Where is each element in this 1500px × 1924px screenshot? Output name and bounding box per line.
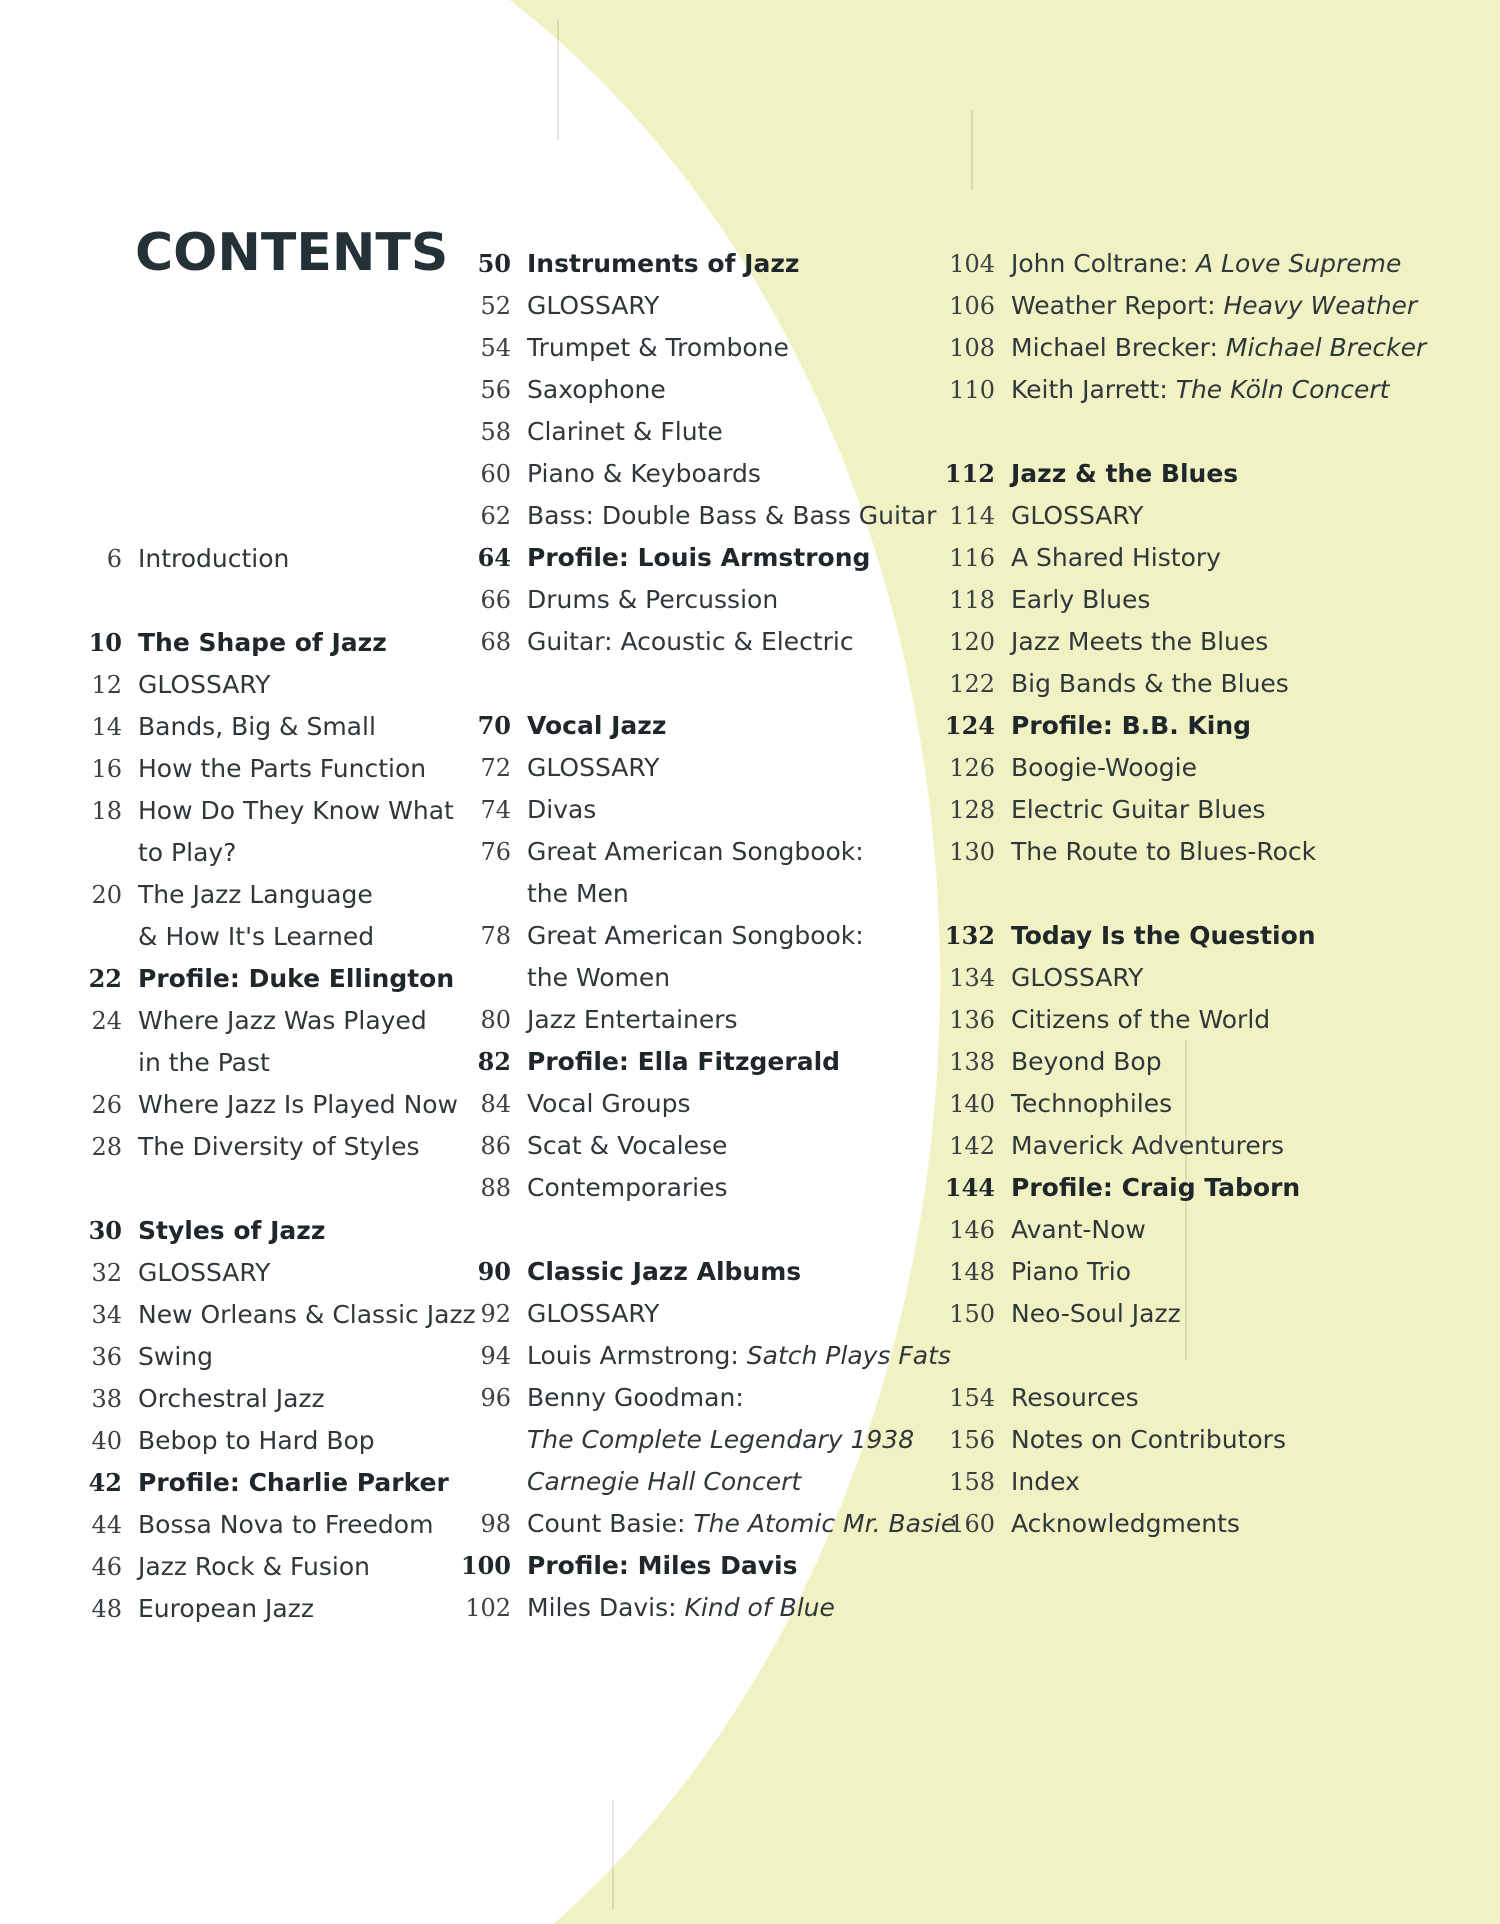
entry-title: New Orleans & Classic Jazz [138,1300,476,1329]
toc-entry [949,1125,1285,1167]
toc-entry [480,789,597,831]
album-title: Satch Plays Fats [746,1341,951,1370]
section-heading [88,1210,326,1252]
toc-entry [949,1083,1173,1125]
page-number: 92 [480,1300,511,1328]
section-heading [944,453,1239,495]
toc-entry [91,1336,213,1378]
page-number: 140 [949,1090,995,1118]
page-number: 80 [480,1006,511,1034]
entry-title: Great American Songbook: [527,921,864,950]
section-heading [477,537,871,579]
entry-title: Michael Brecker: [1011,333,1226,362]
entry-title: The Route to Blues-Rock [1011,837,1317,866]
page-number: 26 [91,1091,122,1119]
page-number: 114 [949,502,995,530]
entry-title: Technophiles [1011,1089,1173,1118]
page-number: 130 [949,838,995,866]
page-number: 108 [949,334,995,362]
toc-entry [91,1294,476,1336]
entry-title: Trumpet & Trombone [527,333,789,362]
entry-title: Early Blues [1011,585,1151,614]
page-number: 82 [477,1047,511,1076]
entry-title: GLOSSARY [527,1299,660,1328]
page-number: 42 [88,1468,122,1497]
entry-title: Jazz & the Blues [1011,459,1239,488]
section-heading [477,1041,841,1083]
page-number: 116 [949,544,995,572]
entry-title: Count Basie: [527,1509,694,1538]
toc-entry [527,1461,801,1503]
entry-title: Jazz Meets the Blues [1011,627,1269,656]
page-number: 20 [91,881,122,909]
toc-entry [949,1293,1181,1335]
toc-entry [91,790,454,832]
toc-entry [91,748,427,790]
entry-title: Profile: Duke Ellington [138,964,455,993]
toc-entry [527,957,670,999]
toc-entry [91,1546,371,1588]
page-number: 44 [91,1511,122,1539]
page-number: 138 [949,1048,995,1076]
toc-entry [949,369,1390,411]
paper-crease [612,1800,614,1910]
page-number: 70 [477,711,511,740]
page-number: 50 [477,249,511,278]
entry-title: Notes on Contributors [1011,1425,1286,1454]
toc-entry [949,663,1289,705]
entry-title: Clarinet & Flute [527,417,723,446]
entry-title: Index [1011,1467,1080,1496]
entry-title: Maverick Adventurers [1011,1131,1285,1160]
toc-entry [91,1420,375,1462]
entry-title: GLOSSARY [527,291,660,320]
entry-title: Today Is the Question [1011,921,1316,950]
page-number: 58 [480,418,511,446]
album-title: Kind of Blue [684,1593,835,1622]
page-title: CONTENTS [135,223,449,283]
entry-title: Great American Songbook: [527,837,864,866]
toc-entry [949,1419,1286,1461]
toc-entry [91,1378,325,1420]
toc-entry [949,243,1402,285]
page-number: 98 [480,1510,511,1538]
entry-title: Vocal Jazz [527,711,667,740]
page-number: 72 [480,754,511,782]
page-number: 126 [949,754,995,782]
entry-title: Profile: Louis Armstrong [527,543,871,572]
entry-title: Benny Goodman: [527,1383,744,1412]
entry-title: Drums & Percussion [527,585,779,614]
toc-entry [949,1461,1080,1503]
entry-title: Beyond Bop [1011,1047,1162,1076]
toc-entry [480,1167,728,1209]
toc-entry [91,664,271,706]
entry-title: Acknowledgments [1011,1509,1240,1538]
page-number: 6 [106,545,122,573]
toc-entry [949,789,1266,831]
entry-title: Swing [138,1342,213,1371]
entry-title: Classic Jazz Albums [527,1257,802,1286]
toc-entry [480,1503,957,1545]
entry-title: Resources [1011,1383,1139,1412]
page-number: 100 [460,1551,511,1580]
entry-title: The Diversity of Styles [138,1132,420,1161]
page-number: 136 [949,1006,995,1034]
entry-title: Louis Armstrong: [527,1341,747,1370]
album-title: Michael Brecker [1225,333,1427,362]
toc-entry [480,369,666,411]
toc-entry [949,495,1144,537]
page-number: 10 [88,628,122,657]
toc-entry [480,453,761,495]
entry-title: Jazz Rock & Fusion [138,1552,371,1581]
toc-entry [91,1126,420,1168]
page-number: 54 [480,334,511,362]
page-number: 36 [91,1343,122,1371]
page-number: 94 [480,1342,511,1370]
entry-title: Boogie-Woogie [1011,753,1197,782]
entry-title: Vocal Groups [527,1089,691,1118]
page-number: 24 [91,1007,122,1035]
entry-title: Citizens of the World [1011,1005,1271,1034]
page-number: 78 [480,922,511,950]
page-number: 110 [949,376,995,404]
entry-title: Where Jazz Is Played Now [138,1090,459,1119]
toc-entry [480,1083,691,1125]
page-number: 118 [949,586,995,614]
entry-title: Profile: Charlie Parker [138,1468,449,1497]
toc-entry [480,579,779,621]
entry-title: in the Past [138,1048,270,1077]
entry-title: The Shape of Jazz [138,628,387,657]
section-heading [460,1545,798,1587]
toc-entry [480,831,864,873]
toc-entry [91,1000,427,1042]
entry-title: Bebop to Hard Bop [138,1426,375,1455]
toc-entry [949,1377,1139,1419]
entry-title: Orchestral Jazz [138,1384,325,1413]
toc-entry [91,1504,434,1546]
entry-title: European Jazz [138,1594,314,1623]
toc-entry [138,916,374,958]
page-number: 154 [949,1384,995,1412]
album-title: Heavy Weather [1223,291,1418,320]
page-number: 160 [949,1510,995,1538]
section-heading [88,622,387,664]
entry-title: Bass: Double Bass & Bass Guitar [527,501,937,530]
toc-entry [480,285,660,327]
toc-entry [480,1335,951,1377]
page-number: 12 [91,671,122,699]
toc-entry [138,1042,270,1084]
toc-entry [949,1041,1162,1083]
entry-title: Neo-Soul Jazz [1011,1299,1181,1328]
entry-title: Instruments of Jazz [527,249,800,278]
toc-entry [480,915,864,957]
toc-entry [527,1419,914,1461]
page-number: 96 [480,1384,511,1412]
page-number: 88 [480,1174,511,1202]
toc-entry [949,1503,1240,1545]
page-number: 56 [480,376,511,404]
page-number: 38 [91,1385,122,1413]
entry-title: Profile: Miles Davis [527,1551,798,1580]
toc-entry [465,1587,835,1629]
entry-title: The Jazz Language [138,880,373,909]
entry-title: Bossa Nova to Freedom [138,1510,434,1539]
page-number: 16 [91,755,122,783]
page-number: 76 [480,838,511,866]
entry-title: GLOSSARY [527,753,660,782]
entry-title: Big Bands & the Blues [1011,669,1289,698]
toc-entry [91,1588,314,1630]
page-number: 30 [88,1216,122,1245]
page-number: 106 [949,292,995,320]
entry-title: Scat & Vocalese [527,1131,728,1160]
entry-title: GLOSSARY [138,670,271,699]
section-heading [88,1462,449,1504]
entry-title: Piano Trio [1011,1257,1131,1286]
page-number: 150 [949,1300,995,1328]
page-number: 112 [944,459,995,488]
toc-entry [480,747,660,789]
page-number: 60 [480,460,511,488]
page-number: 32 [91,1259,122,1287]
page-number: 146 [949,1216,995,1244]
page-number: 86 [480,1132,511,1160]
entry-title: Weather Report: [1011,291,1224,320]
entry-title: Electric Guitar Blues [1011,795,1266,824]
toc-entry [480,411,723,453]
entry-title: GLOSSARY [138,1258,271,1287]
toc-entry [527,873,629,915]
toc-entry [480,1377,744,1419]
toc-entry [91,1084,459,1126]
entry-title: Piano & Keyboards [527,459,761,488]
page-number: 62 [480,502,511,530]
page-number: 134 [949,964,995,992]
toc-entry [949,537,1221,579]
entry-title: & How It's Learned [138,922,375,951]
toc-entry [91,1252,271,1294]
page-number: 90 [477,1257,511,1286]
page-number: 104 [949,250,995,278]
entry-title: How Do They Know What [138,796,454,825]
paper-crease [971,110,973,190]
entry-title: the Women [527,963,671,992]
page-number: 18 [91,797,122,825]
toc-entry [480,1293,660,1335]
entry-title: Divas [527,795,597,824]
toc-entry [480,1125,728,1167]
entry-title: Contemporaries [527,1173,728,1202]
toc-entry [949,831,1317,873]
toc-entry [91,874,373,916]
section-heading [88,958,455,1000]
toc-entry [949,285,1418,327]
toc-entry [949,1251,1131,1293]
entry-title: A Shared History [1011,543,1221,572]
entry-title: Miles Davis: [527,1593,685,1622]
page-number: 148 [949,1258,995,1286]
page-number: 132 [944,921,995,950]
page-number: 48 [91,1595,122,1623]
page-number: 144 [944,1173,995,1202]
toc-entry [138,832,236,874]
entry-title: Profile: B.B. King [1011,711,1252,740]
toc-entry [480,327,789,369]
page-number: 158 [949,1468,995,1496]
toc-entry [949,747,1197,789]
page-number: 66 [480,586,511,614]
entry-title: Saxophone [527,375,666,404]
page-number: 74 [480,796,511,824]
album-title: The Köln Concert [1175,375,1390,404]
page-number: 28 [91,1133,122,1161]
toc-entry [480,999,738,1041]
toc-entry [949,999,1271,1041]
entry-title: GLOSSARY [1011,963,1144,992]
section-heading [477,243,800,285]
page-number: 34 [91,1301,122,1329]
entry-title: Keith Jarrett: [1011,375,1176,404]
page-number: 46 [91,1553,122,1581]
page-number: 64 [477,543,511,572]
page-number: 22 [88,964,122,993]
entry-title: Styles of Jazz [138,1216,326,1245]
page-number: 156 [949,1426,995,1454]
paper-crease [557,20,559,140]
page-number: 124 [944,711,995,740]
toc-entry [480,495,937,537]
album-title: Carnegie Hall Concert [527,1467,802,1496]
album-title: The Atomic Mr. Basie [693,1509,957,1538]
toc-entry [949,957,1144,999]
page-number: 142 [949,1132,995,1160]
entry-title: Avant-Now [1011,1215,1146,1244]
entry-title: Profile: Craig Taborn [1011,1173,1301,1202]
section-heading [944,915,1316,957]
page-number: 52 [480,292,511,320]
page-number: 84 [480,1090,511,1118]
page-number: 14 [91,713,122,741]
toc-entry [949,1209,1146,1251]
page-number: 122 [949,670,995,698]
section-heading [477,1251,802,1293]
album-title: A Love Supreme [1196,249,1402,278]
page-number: 102 [465,1594,511,1622]
toc-entry [480,621,854,663]
entry-title: Introduction [138,544,290,573]
section-heading [944,1167,1301,1209]
entry-title: Jazz Entertainers [527,1005,738,1034]
entry-title: the Men [527,879,629,908]
page-number: 68 [480,628,511,656]
section-heading [477,705,667,747]
toc-entry [949,327,1427,369]
entry-title: John Coltrane: [1011,249,1196,278]
toc-entry [91,706,376,748]
entry-title: Where Jazz Was Played [138,1006,427,1035]
entry-title: How the Parts Function [138,754,427,783]
entry-title: Profile: Ella Fitzgerald [527,1047,841,1076]
toc-entry [949,579,1151,621]
album-title: The Complete Legendary 1938 [527,1425,915,1454]
toc-entry [949,621,1269,663]
entry-title: Guitar: Acoustic & Electric [527,627,854,656]
page-number: 40 [91,1427,122,1455]
section-heading [944,705,1252,747]
toc-entry [106,538,290,580]
entry-title: to Play? [138,838,237,867]
entry-title: Bands, Big & Small [138,712,376,741]
page-number: 128 [949,796,995,824]
entry-title: GLOSSARY [1011,501,1144,530]
page-number: 120 [949,628,995,656]
